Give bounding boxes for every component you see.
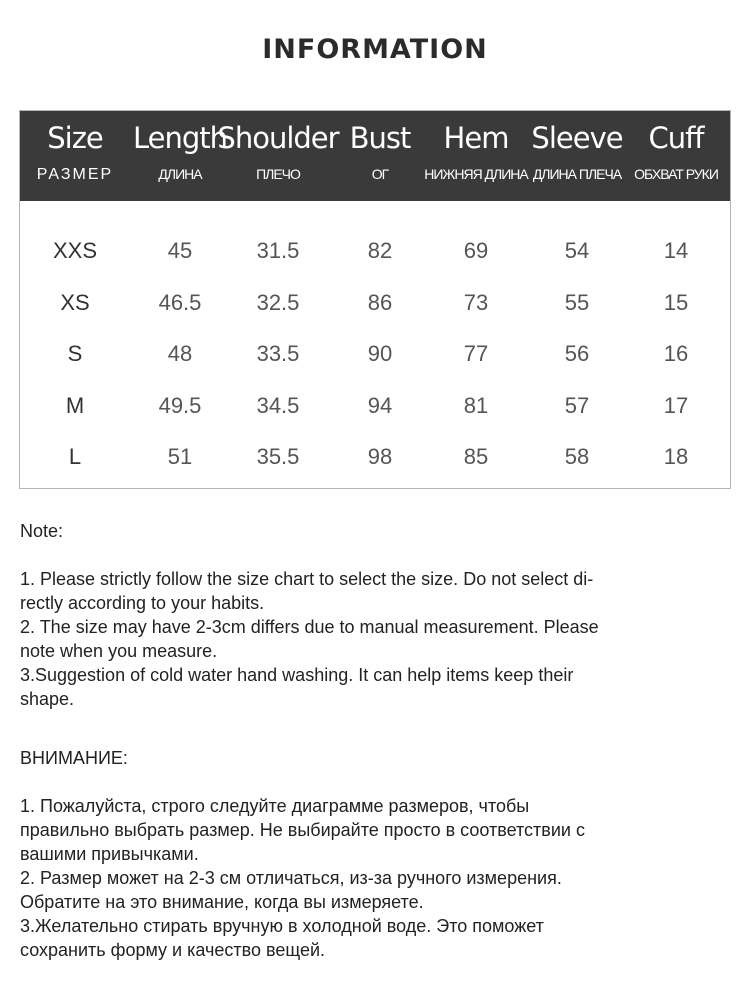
attention-line: 3.Желательно стирать вручную в холодной воде. Это поможет: [20, 916, 544, 936]
shoulder-cell: 33.5: [256, 341, 300, 366]
note-line: 2. The size may have 2-3cm differs due to manual measurement. Please: [20, 617, 599, 637]
header-sublabel: ПЛЕЧО: [256, 166, 300, 182]
attention-line: правильно выбрать размер. Не выбирайте просто в соответствии с: [20, 820, 585, 840]
length-cell: 51: [167, 444, 193, 469]
header-label: Cuff: [648, 121, 704, 155]
size-cell: XXS: [52, 238, 98, 263]
note-line: note when you measure.: [20, 641, 218, 661]
hem-cell: 69: [463, 238, 489, 263]
cuff-cell: 16: [663, 341, 689, 366]
length-cell: 48: [167, 341, 193, 366]
sleeve-cell: 57: [564, 393, 590, 418]
table-row: [20, 277, 730, 329]
note-section: [20, 519, 720, 711]
note-line: 1. Please strictly follow the size chart to select the size. Do not select di-: [20, 569, 594, 589]
page-title: INFORMATION: [262, 34, 488, 65]
table-row: [20, 431, 730, 483]
attention-line: Обратите на это внимание, когда вы измеряете.: [20, 892, 424, 912]
sleeve-cell: 55: [564, 290, 590, 315]
cuff-cell: 14: [663, 238, 689, 263]
size-cell: L: [68, 444, 82, 469]
hem-cell: 85: [463, 444, 489, 469]
sleeve-cell: 58: [564, 444, 590, 469]
bust-cell: 82: [367, 238, 393, 263]
note-line: 3.Suggestion of cold water hand washing. It can help items keep their: [20, 665, 574, 685]
shoulder-cell: 35.5: [256, 444, 300, 469]
header-sublabel: ДЛИНА ПЛЕЧА: [532, 166, 622, 182]
table-row: [20, 225, 730, 277]
length-cell: 46.5: [158, 290, 202, 315]
table-row: [20, 328, 730, 380]
header-sublabel: ДЛИНА: [158, 166, 202, 182]
length-cell: 49.5: [158, 393, 202, 418]
attention-line: 2. Размер может на 2-3 см отличаться, из-за ручного измерения.: [20, 868, 562, 888]
length-cell: 45: [167, 238, 193, 263]
size-cell: S: [67, 341, 83, 366]
attention-heading: ВНИМАНИЕ:: [20, 748, 128, 768]
header-sublabel: ОГ: [371, 166, 389, 182]
hem-cell: 77: [463, 341, 489, 366]
cuff-cell: 18: [663, 444, 689, 469]
bust-cell: 98: [367, 444, 393, 469]
sleeve-cell: 54: [564, 238, 590, 263]
size-cell: XS: [60, 290, 90, 315]
header-label: Hem: [443, 121, 509, 155]
header-label: Sleeve: [531, 121, 623, 155]
attention-line: вашими привычками.: [20, 844, 199, 864]
note-line: shape.: [20, 689, 75, 709]
shoulder-cell: 34.5: [256, 393, 300, 418]
bust-cell: 86: [367, 290, 393, 315]
header-label: Length: [132, 121, 228, 155]
hem-cell: 81: [463, 393, 489, 418]
shoulder-cell: 31.5: [256, 238, 300, 263]
header-cuff: [626, 111, 726, 201]
header-label: Bust: [349, 121, 411, 155]
sleeve-cell: 56: [564, 341, 590, 366]
header-label: Shoulder: [217, 121, 339, 155]
header-sublabel: НИЖНЯЯ ДЛИНА: [424, 166, 528, 182]
header-sublabel: РАЗМЕР: [36, 166, 114, 183]
note-line: rectly according to your habits.: [20, 593, 265, 613]
attention-line: сохранить форму и качество вещей.: [20, 940, 326, 960]
cuff-cell: 17: [663, 393, 689, 418]
attention-section: [20, 746, 720, 962]
header-label: Size: [47, 121, 103, 155]
size-chart-table: [19, 110, 731, 489]
table-header: [20, 111, 730, 201]
note-heading: Note:: [20, 521, 64, 541]
attention-line: 1. Пожалуйста, строго следуйте диаграмме размеров, чтобы: [20, 796, 530, 816]
hem-cell: 73: [463, 290, 489, 315]
size-cell: M: [65, 393, 85, 418]
shoulder-cell: 32.5: [256, 290, 300, 315]
bust-cell: 90: [367, 341, 393, 366]
header-sublabel: ОБХВАТ РУКИ: [634, 166, 718, 182]
bust-cell: 94: [367, 393, 393, 418]
cuff-cell: 15: [663, 290, 689, 315]
table-row: [20, 380, 730, 432]
